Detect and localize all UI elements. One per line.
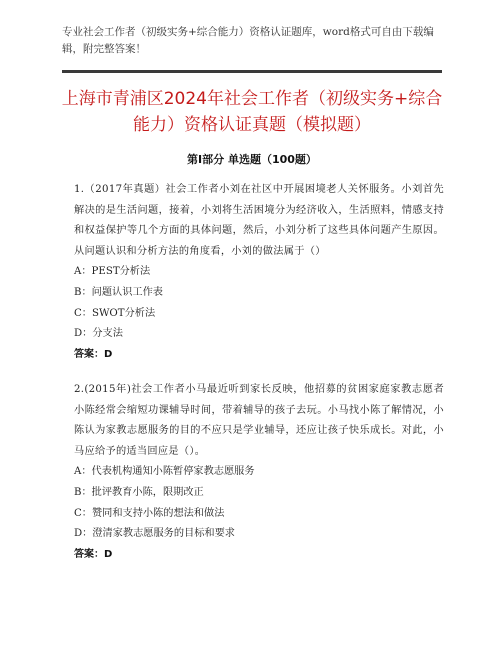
option-b: B：问题认识工作表 (74, 286, 163, 298)
question-stem: 2.(2015年)社会工作者小马最近听到家长反映，他招募的贫困家庭家教志愿者小陈经常会缩短功课辅导时间，带着辅导的孩子去玩。小马找小陈了解情况，小陈认为家教志愿服务的目的不应只是学业辅导，还应让孩子快乐成长。对此，小马应给予的适当回应是（）。 (74, 384, 444, 457)
document-title: 上海市青浦区2024年社会工作者（初级实务+综合能力）资格认证真题（模拟题） (61, 89, 443, 135)
question-block (74, 180, 444, 365)
option-a: A：PEST分析法 (74, 266, 151, 278)
question-block (74, 380, 444, 565)
option-d: D：分支法 (74, 328, 123, 340)
option-a: A：代表机构通知小陈暂停家教志愿服务 (74, 466, 255, 478)
answer-line: 答案：D (74, 548, 113, 560)
option-d: D：澄清家教志愿服务的目标和要求 (74, 528, 235, 540)
answer-line: 答案：D (74, 348, 113, 360)
option-b: B：批评教育小陈，限期改正 (74, 486, 204, 498)
option-c: C：SWOT分析法 (74, 307, 156, 319)
section-heading: 第Ⅰ部分 单选题（100题） (187, 153, 317, 166)
header-note: 专业社会工作者（初级实务+综合能力）资格认证题库，word格式可自由下载编辑，附完整答案！ (62, 26, 434, 55)
option-c: C：赞同和支持小陈的想法和做法 (74, 507, 225, 519)
question-stem: 1.（2017年真题）社会工作者小刘在社区中开展困境老人关怀服务。小刘首先解决的是生活问题，接着，小刘将生活困境分为经济收入，生活照料，情感支持和权益保护等几个方面的具体问题，然后，小刘分析了这些具体问题产生原因。从问题认识和分析方法的角度看，小刘的做法属于（） (74, 184, 444, 257)
header-divider (62, 70, 442, 73)
option-list (74, 462, 444, 544)
option-list (74, 262, 444, 344)
